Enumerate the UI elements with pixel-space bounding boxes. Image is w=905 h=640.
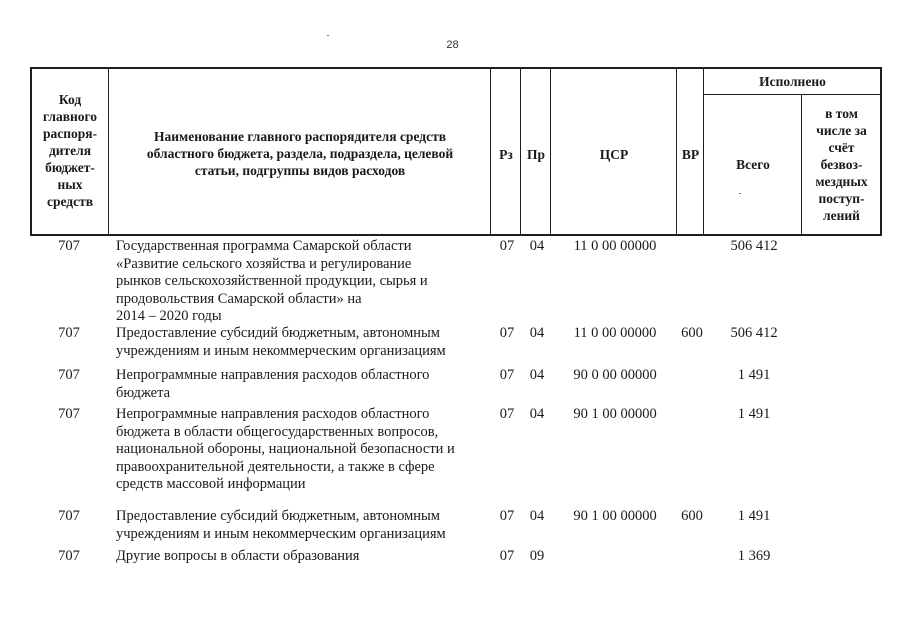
header-code-line: Код	[58, 91, 82, 107]
row-code: 707	[58, 238, 80, 254]
row-name-line: национальной обороны, национальной безопасности и	[116, 441, 455, 457]
header-total: Всего	[736, 156, 770, 172]
row-code: 707	[58, 325, 80, 341]
header-rz: Рз	[499, 146, 513, 162]
executed-divider	[703, 94, 882, 95]
header-code	[32, 85, 108, 215]
header-top-border	[30, 67, 882, 69]
header-free-line: поступ-	[818, 190, 865, 206]
header-free-receipts	[803, 99, 880, 229]
row-name-line: учреждениям и иным некоммерческим организациям	[116, 525, 446, 542]
row-code: 707	[58, 367, 80, 383]
header-name-line: Наименование главного распорядителя средств	[153, 128, 446, 144]
row-name	[116, 238, 488, 326]
row-rz: 07	[499, 238, 515, 254]
row-rz: 07	[499, 548, 515, 564]
header-code-line: главного	[42, 108, 98, 124]
header-col-divider	[880, 67, 882, 236]
row-code: 707	[58, 406, 80, 422]
row-total: 1 491	[737, 367, 771, 383]
row-name	[116, 406, 488, 494]
header-free-line: безвоз-	[820, 156, 863, 172]
row-name-line: продовольствия Самарской области» на	[116, 290, 362, 307]
header-code-line: распоря-	[42, 125, 98, 141]
row-total: 1 369	[737, 548, 771, 564]
header-bottom-border	[30, 234, 882, 236]
row-name	[116, 325, 488, 360]
row-name-line: Предоставление субсидий бюджетным, автономным	[116, 508, 440, 524]
row-name-line: средств массовой информации	[116, 476, 306, 492]
row-csr: 90 1 00 00000	[573, 508, 657, 524]
row-pr: 04	[529, 325, 545, 341]
header-code-line: дителя	[48, 142, 92, 158]
row-pr: 04	[529, 238, 545, 254]
row-name-line: Непрограммные направления расходов областного	[116, 406, 430, 422]
header-name-line: статьи, подгруппы видов расходов	[194, 162, 406, 178]
row-name-line: Государственная программа Самарской области	[116, 238, 412, 254]
row-name-line: правоохранительной деятельности, а также в сфере	[116, 458, 435, 475]
header-executed: Исполнено	[759, 73, 826, 89]
row-pr: 04	[529, 406, 545, 422]
page-number: 28	[446, 39, 459, 51]
header-free-line: лений	[823, 207, 860, 223]
row-csr: 90 1 00 00000	[573, 406, 657, 422]
row-pr: 04	[529, 508, 545, 524]
header-free-line: числе за	[816, 122, 867, 138]
scan-speck	[327, 35, 329, 36]
header-code-line: бюджет-	[45, 159, 95, 175]
row-csr: 11 0 00 00000	[573, 325, 657, 341]
header-col-divider	[703, 67, 704, 236]
header-vr: ВР	[681, 146, 700, 162]
row-name-line: Непрограммные направления расходов областного	[116, 367, 430, 383]
row-vr: 600	[681, 325, 703, 341]
header-free-line: мездных	[815, 173, 868, 189]
header-free-line: счёт	[828, 139, 855, 155]
row-name-line: бюджета в области общегосударственных вопросов,	[116, 423, 439, 440]
row-name	[116, 367, 488, 402]
row-total: 1 491	[737, 406, 771, 422]
header-csr: ЦСР	[599, 146, 629, 162]
row-csr: 11 0 00 00000	[573, 238, 657, 254]
row-vr: 600	[681, 508, 703, 524]
table-header	[30, 67, 882, 236]
row-name-line: Другие вопросы в области образования	[116, 548, 360, 564]
row-rz: 07	[499, 406, 515, 422]
row-name-line: бюджета	[116, 384, 171, 401]
row-pr: 04	[529, 367, 545, 383]
row-csr: 90 0 00 00000	[573, 367, 657, 383]
row-name-line: учреждениям и иным некоммерческим организациям	[116, 342, 446, 359]
row-rz: 07	[499, 325, 515, 341]
row-code: 707	[58, 508, 80, 524]
row-code: 707	[58, 548, 80, 564]
row-rz: 07	[499, 508, 515, 524]
header-pr: Пр	[526, 146, 545, 162]
row-name	[116, 548, 488, 566]
row-name-line: «Развитие сельского хозяйства и регулирование	[116, 255, 412, 272]
row-name-line: Предоставление субсидий бюджетным, автономным	[116, 325, 440, 341]
row-rz: 07	[499, 367, 515, 383]
header-name	[110, 125, 490, 181]
header-name-line: областного бюджета, раздела, подраздела, целевой	[146, 145, 454, 161]
header-code-line: средств	[46, 193, 94, 209]
header-free-line: в том	[825, 105, 858, 121]
row-total: 1 491	[737, 508, 771, 524]
row-total: 506 412	[730, 238, 778, 254]
row-total: 506 412	[730, 325, 778, 341]
header-code-line: ных	[57, 176, 83, 192]
row-name	[116, 508, 488, 543]
row-pr: 09	[529, 548, 545, 564]
row-name-line: рынков сельскохозяйственной продукции, сырья и	[116, 273, 428, 289]
row-name-line: 2014 – 2020 годы	[116, 308, 222, 324]
